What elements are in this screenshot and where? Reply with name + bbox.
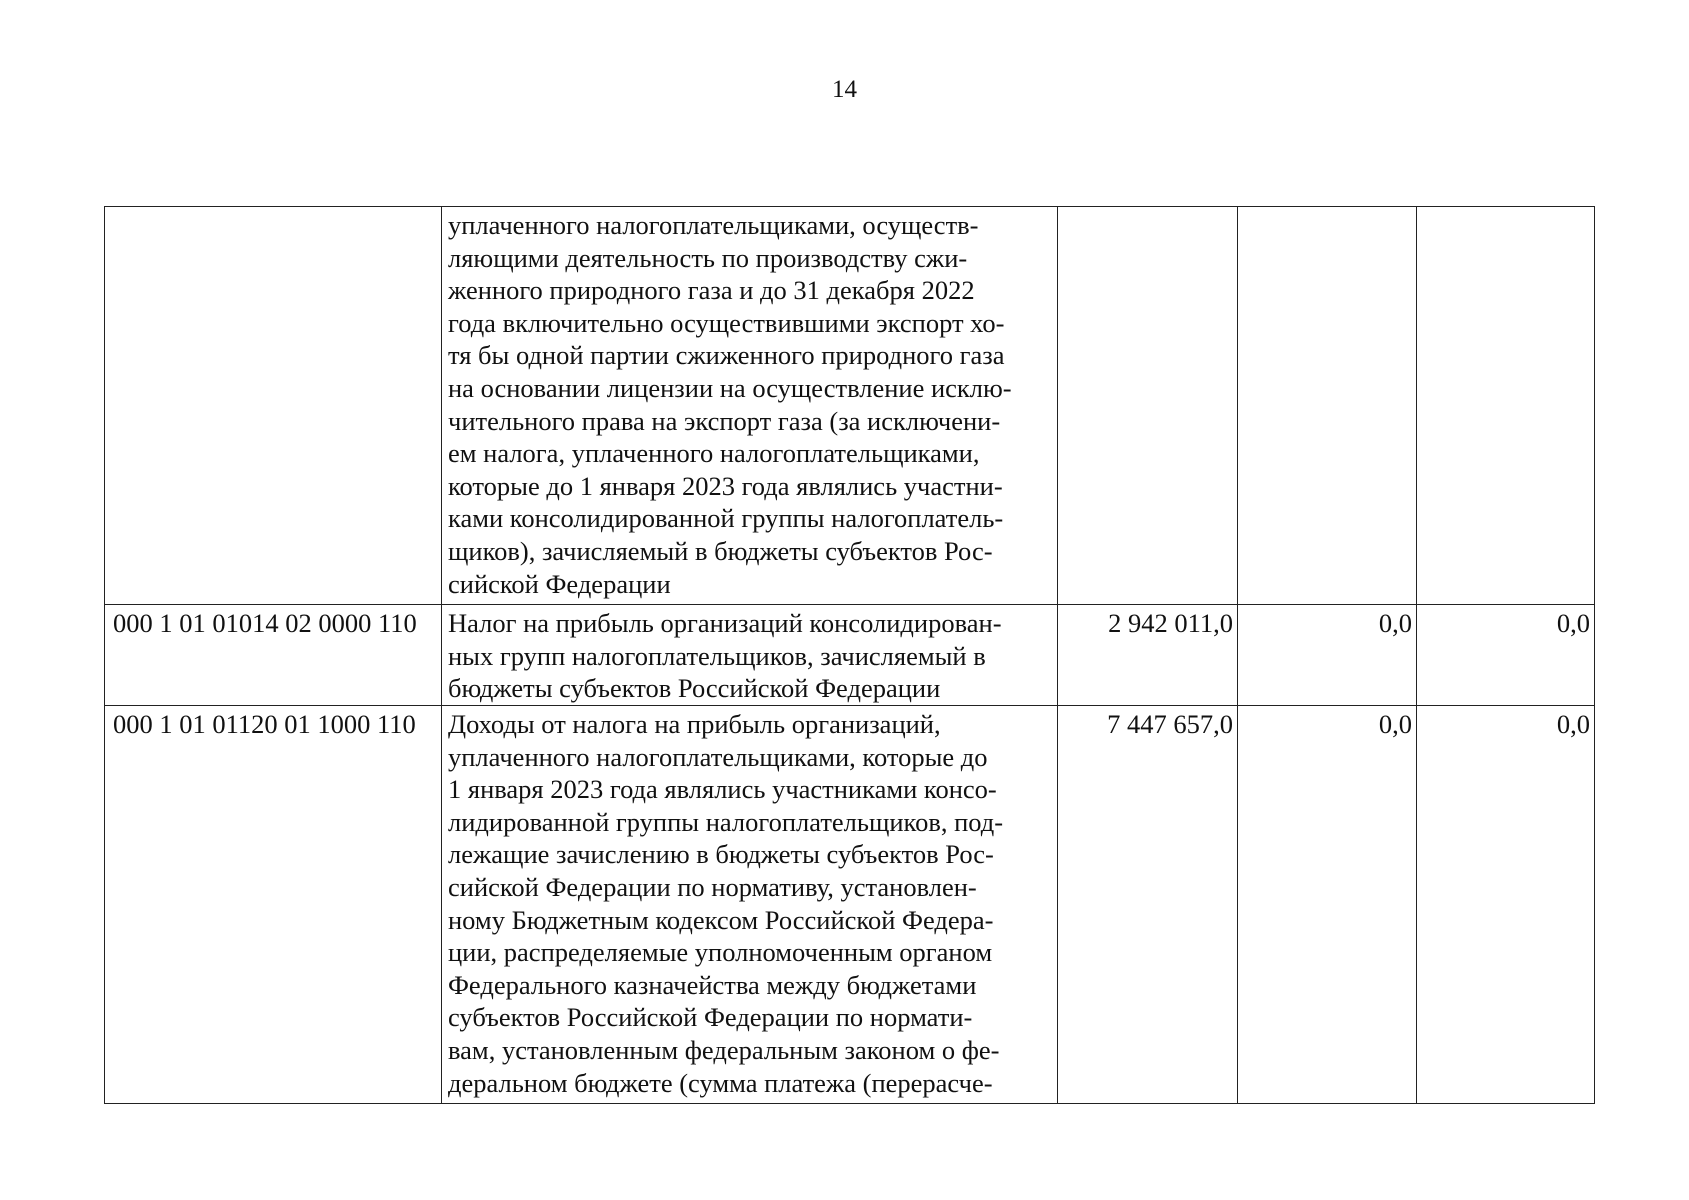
name-line: деральном бюджете (сумма платежа (перерасче- [448,1067,993,1098]
amount-year-1-cell: 2 942 011,0 [1058,605,1238,706]
name-line: Налог на прибыль организаций консолидирован- [448,608,1002,638]
name-line: тя бы одной партии сжиженного природного газа [448,340,1005,371]
name-line: бюджеты субъектов Российской Федерации [448,673,941,704]
amount-year-1-cell [1058,207,1238,605]
name-line: женного природного газа и до 31 декабря 2022 [448,275,975,306]
name-line: субъектов Российской Федерации по нормати- [448,1002,973,1033]
table-row [105,706,1595,1104]
name-line: ных групп налогоплательщиков, зачисляемый в [448,640,986,671]
table-row [105,605,1595,706]
budget-table [104,206,1595,1104]
amount-year-3-cell [1417,207,1595,605]
amount-year-3-cell: 0,0 [1417,605,1595,706]
name-line: лидированной группы налогоплательщиков, под- [448,806,1004,837]
name-line: ками консолидированной группы налогоплатель- [448,503,1004,534]
name-line: ции, распределяемые уполномоченным органом [448,937,993,968]
name-line: Федерального казначейства между бюджетами [448,969,977,1000]
name-line: уплаченного налогоплательщиками, осуществ- [448,210,979,240]
name-line: на основании лицензии на осуществление исклю- [448,372,1012,403]
name-line: 1 января 2023 года являлись участниками консо- [448,774,997,805]
budget-code-cell: 000 1 01 01120 01 1000 110 [105,706,442,1104]
revenue-name-cell [442,605,1058,706]
name-line: щиков), зачисляемый в бюджеты субъектов Рос- [448,535,993,566]
name-line: лежащие зачислению в бюджеты субъектов Рос- [448,839,994,870]
table-row [105,207,1595,605]
name-line: уплаченного налогоплательщиками, которые до [448,741,988,772]
budget-code-cell [105,207,442,605]
budget-code-cell: 000 1 01 01014 02 0000 110 [105,605,442,706]
revenue-name-cell [442,207,1058,605]
name-line: года включительно осуществившими экспорт хо- [448,307,1005,338]
revenue-name-cell [442,706,1058,1104]
name-line: ем налога, уплаченного налогоплательщиками, [448,438,980,469]
amount-year-2-cell [1238,207,1417,605]
page-number: 14 [832,76,857,103]
name-line: чительного права на экспорт газа (за исключени- [448,405,1001,436]
name-line: вам, установленным федеральным законом о фе- [448,1034,1000,1065]
name-line: которые до 1 января 2023 года являлись участни- [448,470,1003,501]
name-line: Доходы от налога на прибыль организаций, [448,709,941,739]
name-line: сийской Федерации [448,568,671,599]
name-line: сийской Федерации по нормативу, установлен- [448,871,977,902]
amount-year-2-cell: 0,0 [1238,706,1417,1104]
amount-year-1-cell: 7 447 657,0 [1058,706,1238,1104]
name-line: ляющими деятельность по производству сжи- [448,242,968,273]
amount-year-3-cell: 0,0 [1417,706,1595,1104]
amount-year-2-cell: 0,0 [1238,605,1417,706]
name-line: ному Бюджетным кодексом Российской Федера- [448,904,994,935]
